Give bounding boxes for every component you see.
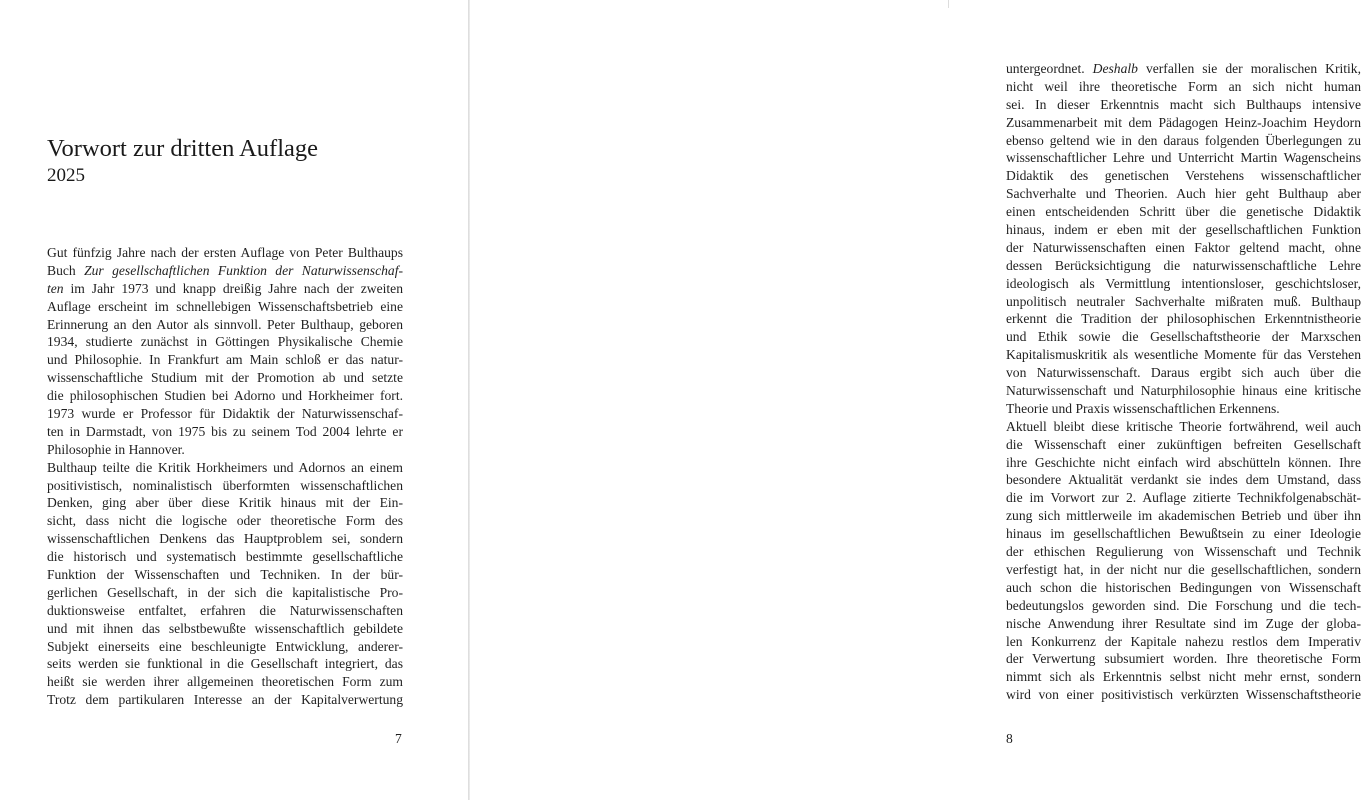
text-line: der ethischen Regulierung von Wissenschaft und Technik (1006, 544, 1361, 560)
text-line: die historisch und systematisch bestimmte gesellschaftliche (47, 549, 403, 565)
text-line: Funktion der Wissenschaften und Techniken. In der bür- (47, 567, 403, 583)
text-line: die Wissenschaft einer zukünftigen befreiten Gesellschaft (1006, 436, 1361, 452)
text-line: erkennt die Tradition der philosophischen Erkenntnistheorie (1006, 311, 1361, 327)
text-line: und mit ihnen das selbstbewußte wissenschaftlich gebildete (47, 620, 403, 636)
text-line: sei. In dieser Erkenntnis macht sich Bulthaups intensive (1006, 96, 1361, 112)
text-line: Aktuell bleibt diese kritische Theorie fortwährend, weil auch (1006, 418, 1361, 434)
text-line: Naturwissenschaft und Naturphilosophie hinaus eine kritische (1006, 383, 1361, 399)
text-line: Gut fünfzig Jahre nach der ersten Auflage von Peter Bulthaups (47, 245, 403, 260)
text-line: hinaus, indem er eben mit der gesellschaftlichen Funktion (1006, 222, 1361, 238)
chapter-subtitle-year: 2025 (47, 165, 85, 186)
text-line: Theorie und Praxis wissenschaftlichen Erkennens. (1006, 400, 1280, 416)
left-page (0, 0, 468, 800)
text-line: Didaktik des genetischen Verstehens wissenschaftlicher (1006, 168, 1361, 184)
text-line: bedeutungslos geworden sind. Die Forschung und die tech- (1006, 597, 1361, 613)
text-line: positivistisch, nominalistisch überformten wissenschaftlichen (47, 477, 403, 493)
text-line: Zusammenarbeit mit dem Pädagogen Heinz-Joachim Heydorn (1006, 114, 1361, 130)
edge-mark (948, 0, 949, 8)
text-line: ten in Darmstadt, von 1975 bis zu seinem Tod 2004 lehrte er (47, 423, 403, 439)
text-line: wissenschaftlichen Denkens das Hauptproblem sei, sondern (47, 531, 403, 547)
text-line: wissenschaftliche Studium mit der Promotion ab und setzte (47, 370, 403, 386)
text-line: gerlichen Gesellschaft, in der sich die kapitalistische Pro- (47, 584, 403, 600)
text-segment: im Jahr 1973 und knapp dreißig Jahre nach der zweiten (63, 280, 403, 296)
text-line: und Philosophie. In Frankfurt am Main schloß er das natur- (47, 352, 403, 368)
text-line: unpolitisch neutraler Sachverhalte mißraten muß. Bulthaup (1006, 293, 1361, 309)
right-body-text (1006, 60, 1361, 704)
left-body-text (47, 244, 403, 709)
right-page (470, 0, 1361, 800)
text-line: ideologisch als Vermittlung intentionsloser, geschichtsloser, (1006, 275, 1361, 291)
text-line: ebenso geltend wie in den daraus folgenden Überlegungen zu (1006, 132, 1361, 148)
text-line: wird von einer positivistisch verkürzten Wissenschaftstheorie (1006, 687, 1361, 703)
text-line (1006, 60, 1361, 78)
text-line: die philosophischen Studien bei Adorno und Horkheimer fort. (47, 388, 403, 404)
text-line: von Naturwissenschaft. Daraus ergibt sich auch über die (1006, 365, 1361, 381)
text-line: nicht weil ihre theoretische Form an sich nicht human (1006, 78, 1361, 94)
text-line (47, 262, 403, 280)
text-line: nische Anwendung ihrer Resultate sind im Zuge der globa- (1006, 615, 1361, 631)
page-number-left: 7 (395, 731, 402, 746)
text-line: einen entscheidenden Schritt über die genetische Didaktik (1006, 204, 1361, 220)
text-line: verfestigt hat, in der nicht nur die gesellschaftlichen, sondern (1006, 561, 1361, 577)
text-line: die im Vorwort zur 2. Auflage zitierte Technikfolgenabschät- (1006, 490, 1361, 506)
italic-text: ten (47, 280, 64, 296)
text-line: 1973 wurde er Professor für Didaktik der Naturwissenschaf- (47, 406, 403, 422)
text-line: 1934, studierte zunächst in Göttingen Physikalische Chemie (47, 334, 403, 350)
text-line: zung sich mittlerweile im akademischen Betrieb und über ihn (1006, 508, 1361, 524)
text-line: nimmt sich als Erkenntnis selbst nicht mehr ernst, sondern (1006, 669, 1361, 685)
text-line: Denken, ging aber über diese Kritik hinaus mit der Ein- (47, 495, 403, 511)
chapter-title: Vorwort zur dritten Auflage (47, 135, 319, 162)
text-line: Bulthaup teilte die Kritik Horkheimers und Adornos an einem (47, 459, 403, 475)
text-line: der Verwertung subsumiert worden. Ihre theoretische Form (1006, 651, 1361, 667)
text-segment: Buch (47, 262, 85, 278)
text-line: Kapitalismuskritik als wesentliche Momente für das Verstehen (1006, 347, 1361, 363)
text-segment: verfallen sie der moralischen Kritik, (1137, 61, 1361, 76)
text-line: ihre Geschichte nicht einfach wird abschütteln können. Ihre (1006, 454, 1361, 470)
text-line: Erinnerung an den Autor als sinnvoll. Peter Bulthaup, geboren (47, 316, 403, 332)
text-line: auch schon die historischen Bedingungen von Wissenschaft (1006, 579, 1361, 595)
text-segment: untergeordnet. (1006, 61, 1093, 76)
page-number-right: 8 (1006, 731, 1013, 746)
text-line: besondere Aktualität verdankt sie indes dem Umstand, dass (1006, 472, 1361, 488)
text-line: Sachverhalte und Theorien. Auch hier geht Bulthaup aber (1006, 186, 1361, 202)
text-line: sicht, dass nicht die logische oder theoretische Form des (47, 513, 403, 529)
italic-text: Zur gesellschaftlichen Funktion der Naturwissenschaf- (84, 262, 404, 278)
text-line: wissenschaftlicher Lehre und Unterricht Martin Wagenscheins (1006, 150, 1361, 166)
text-line: hinaus im gesellschaftlichen Bewußtsein zu einer Ideologie (1006, 526, 1361, 542)
text-line (47, 280, 403, 298)
text-line: Auflage erscheint im schnellebigen Wissenschaftsbetrieb eine (47, 298, 403, 314)
text-line: duktionsweise entfaltet, erfahren die Naturwissenschaften (47, 602, 403, 618)
text-line: len Konkurrenz der Kapitale nahezu restlos dem Imperativ (1006, 633, 1361, 649)
italic-text: Deshalb (1092, 61, 1138, 76)
text-line: und Ethik sowie die Gesellschaftstheorie der Marxschen (1006, 329, 1361, 345)
text-line: Trotz dem partikularen Interesse an der Kapitalverwertung (47, 692, 403, 708)
text-line: Philosophie in Hannover. (47, 441, 185, 457)
text-line: der Naturwissenschaften einen Faktor geltend macht, ohne (1006, 239, 1361, 255)
text-line: heißt sie werden ihrer allgemeinen theoretischen Form zum (47, 674, 403, 690)
text-line: seits werden sie funktional in die Gesellschaft integriert, das (47, 656, 403, 672)
text-line: dessen Berücksichtigung die naturwissenschaftliche Lehre (1006, 257, 1361, 273)
text-line: Subjekt einerseits eine beschleunigte Entwicklung, anderer- (47, 638, 403, 654)
